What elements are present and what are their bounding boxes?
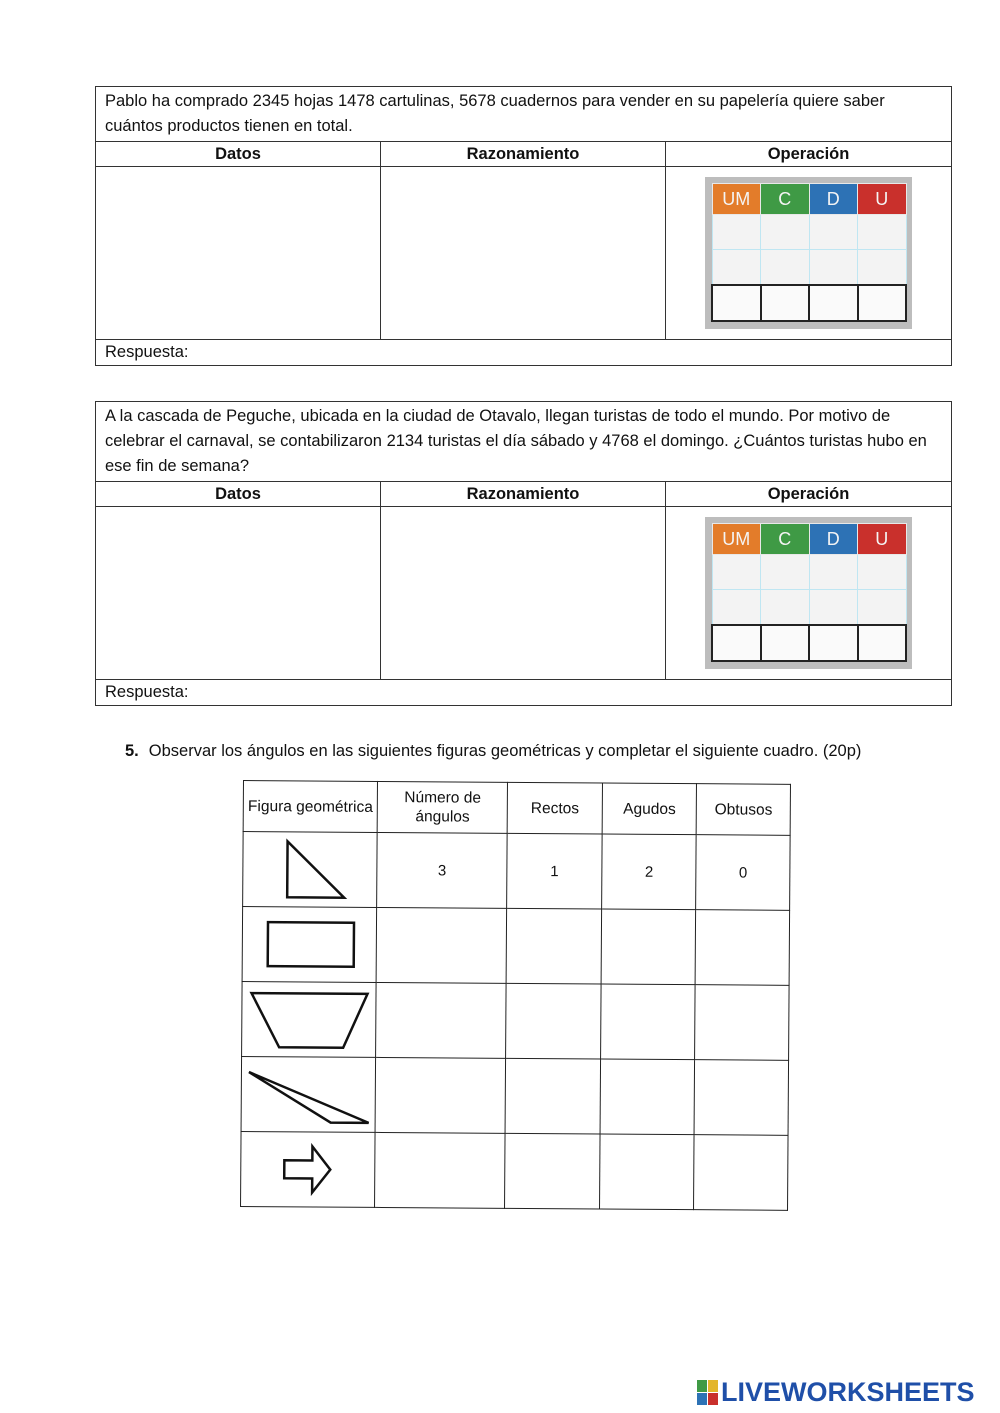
- result-cell[interactable]: [712, 285, 761, 321]
- place-d: D: [809, 524, 858, 555]
- place-value-chart: [705, 177, 912, 329]
- place-c: C: [761, 184, 810, 215]
- header-rectos: Rectos: [507, 782, 602, 834]
- question-number: 5.: [125, 742, 139, 760]
- result-cell[interactable]: [761, 285, 810, 321]
- place-value-chart: [705, 517, 912, 669]
- numero-input[interactable]: [376, 907, 507, 983]
- header-razonamiento: Razonamiento: [381, 142, 666, 167]
- header-datos: Datos: [96, 142, 381, 167]
- place-u: U: [858, 184, 907, 215]
- result-cell[interactable]: [809, 625, 858, 661]
- header-obtusos: Obtusos: [697, 784, 791, 836]
- table-row: [243, 832, 791, 911]
- input-cell[interactable]: [712, 555, 761, 590]
- agudos-input[interactable]: [601, 909, 696, 985]
- right-triangle-figure: [243, 832, 378, 908]
- header-razonamiento: Razonamiento: [381, 482, 666, 507]
- input-cell[interactable]: [858, 590, 907, 626]
- input-cell[interactable]: [712, 590, 761, 626]
- rectos-input[interactable]: [506, 983, 601, 1059]
- trapezoid-figure: [242, 981, 377, 1057]
- input-cell[interactable]: [809, 250, 858, 286]
- place-um: UM: [712, 184, 761, 215]
- header-operacion: Operación: [666, 142, 952, 167]
- problem-2-statement: A la cascada de Peguche, ubicada en la ciudad de Otavalo, llegan turistas de todo el mundo. Por motivo de celebrar el carnaval, se contabilizaron 2134 turistas el día sábado y 4768 el domingo. ¿Cuántos turistas hubo en ese fin de semana?: [96, 402, 952, 482]
- obtusos-cell: 0: [696, 835, 790, 911]
- numero-cell: 3: [377, 832, 508, 908]
- logo-icon: [697, 1380, 719, 1406]
- place-u: U: [858, 524, 907, 555]
- table-row: [241, 1131, 789, 1210]
- input-cell[interactable]: [809, 215, 858, 250]
- table-row: [242, 907, 790, 986]
- datos-cell[interactable]: [96, 167, 381, 340]
- operacion-cell: [666, 167, 952, 340]
- problem-1-table: [95, 86, 952, 366]
- table-row: [242, 981, 790, 1060]
- operacion-cell: [666, 507, 952, 680]
- result-cell[interactable]: [712, 625, 761, 661]
- header-agudos: Agudos: [602, 783, 697, 835]
- header-operacion: Operación: [666, 482, 952, 507]
- liveworksheets-logo: [697, 1377, 997, 1409]
- angles-table: [240, 780, 791, 1211]
- agudos-input[interactable]: [599, 1134, 694, 1210]
- razonamiento-cell[interactable]: [381, 167, 666, 340]
- place-um: UM: [712, 524, 761, 555]
- rectos-input[interactable]: [506, 908, 601, 984]
- obtusos-input[interactable]: [696, 910, 790, 986]
- input-cell[interactable]: [858, 250, 907, 286]
- datos-cell[interactable]: [96, 507, 381, 680]
- brand-name: LIVEWORKSHEETS: [721, 1377, 975, 1407]
- question-text: Observar los ángulos en las siguientes figuras geométricas y completar el siguiente cuadro. (20p): [148, 742, 862, 760]
- rectos-cell: 1: [507, 833, 602, 909]
- obtusos-input[interactable]: [694, 1135, 788, 1211]
- razonamiento-cell[interactable]: [381, 507, 666, 680]
- agudos-input[interactable]: [600, 1059, 695, 1135]
- agudos-cell: 2: [601, 834, 696, 910]
- result-cell[interactable]: [761, 625, 810, 661]
- input-cell[interactable]: [858, 555, 907, 590]
- rectos-input[interactable]: [505, 1133, 600, 1209]
- obtuse-triangle-figure: [241, 1056, 376, 1132]
- input-cell[interactable]: [858, 215, 907, 250]
- answer-field[interactable]: Respuesta:: [96, 340, 952, 366]
- numero-input[interactable]: [375, 1132, 506, 1208]
- result-cell[interactable]: [809, 285, 858, 321]
- numero-input[interactable]: [376, 982, 507, 1058]
- input-cell[interactable]: [809, 590, 858, 626]
- rectangle-figure: [242, 907, 377, 983]
- place-c: C: [761, 524, 810, 555]
- input-cell[interactable]: [712, 215, 761, 250]
- problem-2-table: [95, 401, 952, 706]
- header-datos: Datos: [96, 482, 381, 507]
- input-cell[interactable]: [761, 215, 810, 250]
- problem-1-statement: Pablo ha comprado 2345 hojas 1478 cartulinas, 5678 cuadernos para vender en su papelería quiere saber cuántos productos tienen en total.: [96, 87, 952, 142]
- input-cell[interactable]: [761, 590, 810, 626]
- input-cell[interactable]: [712, 250, 761, 286]
- input-cell[interactable]: [761, 250, 810, 286]
- result-cell[interactable]: [858, 285, 907, 321]
- agudos-input[interactable]: [600, 984, 695, 1060]
- obtusos-input[interactable]: [694, 1060, 788, 1136]
- header-figura: Figura geométrica: [243, 781, 378, 833]
- input-cell[interactable]: [761, 555, 810, 590]
- answer-field[interactable]: Respuesta:: [96, 680, 952, 706]
- numero-input[interactable]: [375, 1057, 506, 1133]
- rectos-input[interactable]: [505, 1058, 600, 1134]
- result-cell[interactable]: [858, 625, 907, 661]
- obtusos-input[interactable]: [695, 985, 789, 1061]
- arrow-figure: [241, 1131, 376, 1207]
- table-row: [241, 1056, 789, 1135]
- input-cell[interactable]: [809, 555, 858, 590]
- place-d: D: [809, 184, 858, 215]
- question-5: [125, 742, 861, 761]
- header-numero: Número de ángulos: [377, 781, 507, 833]
